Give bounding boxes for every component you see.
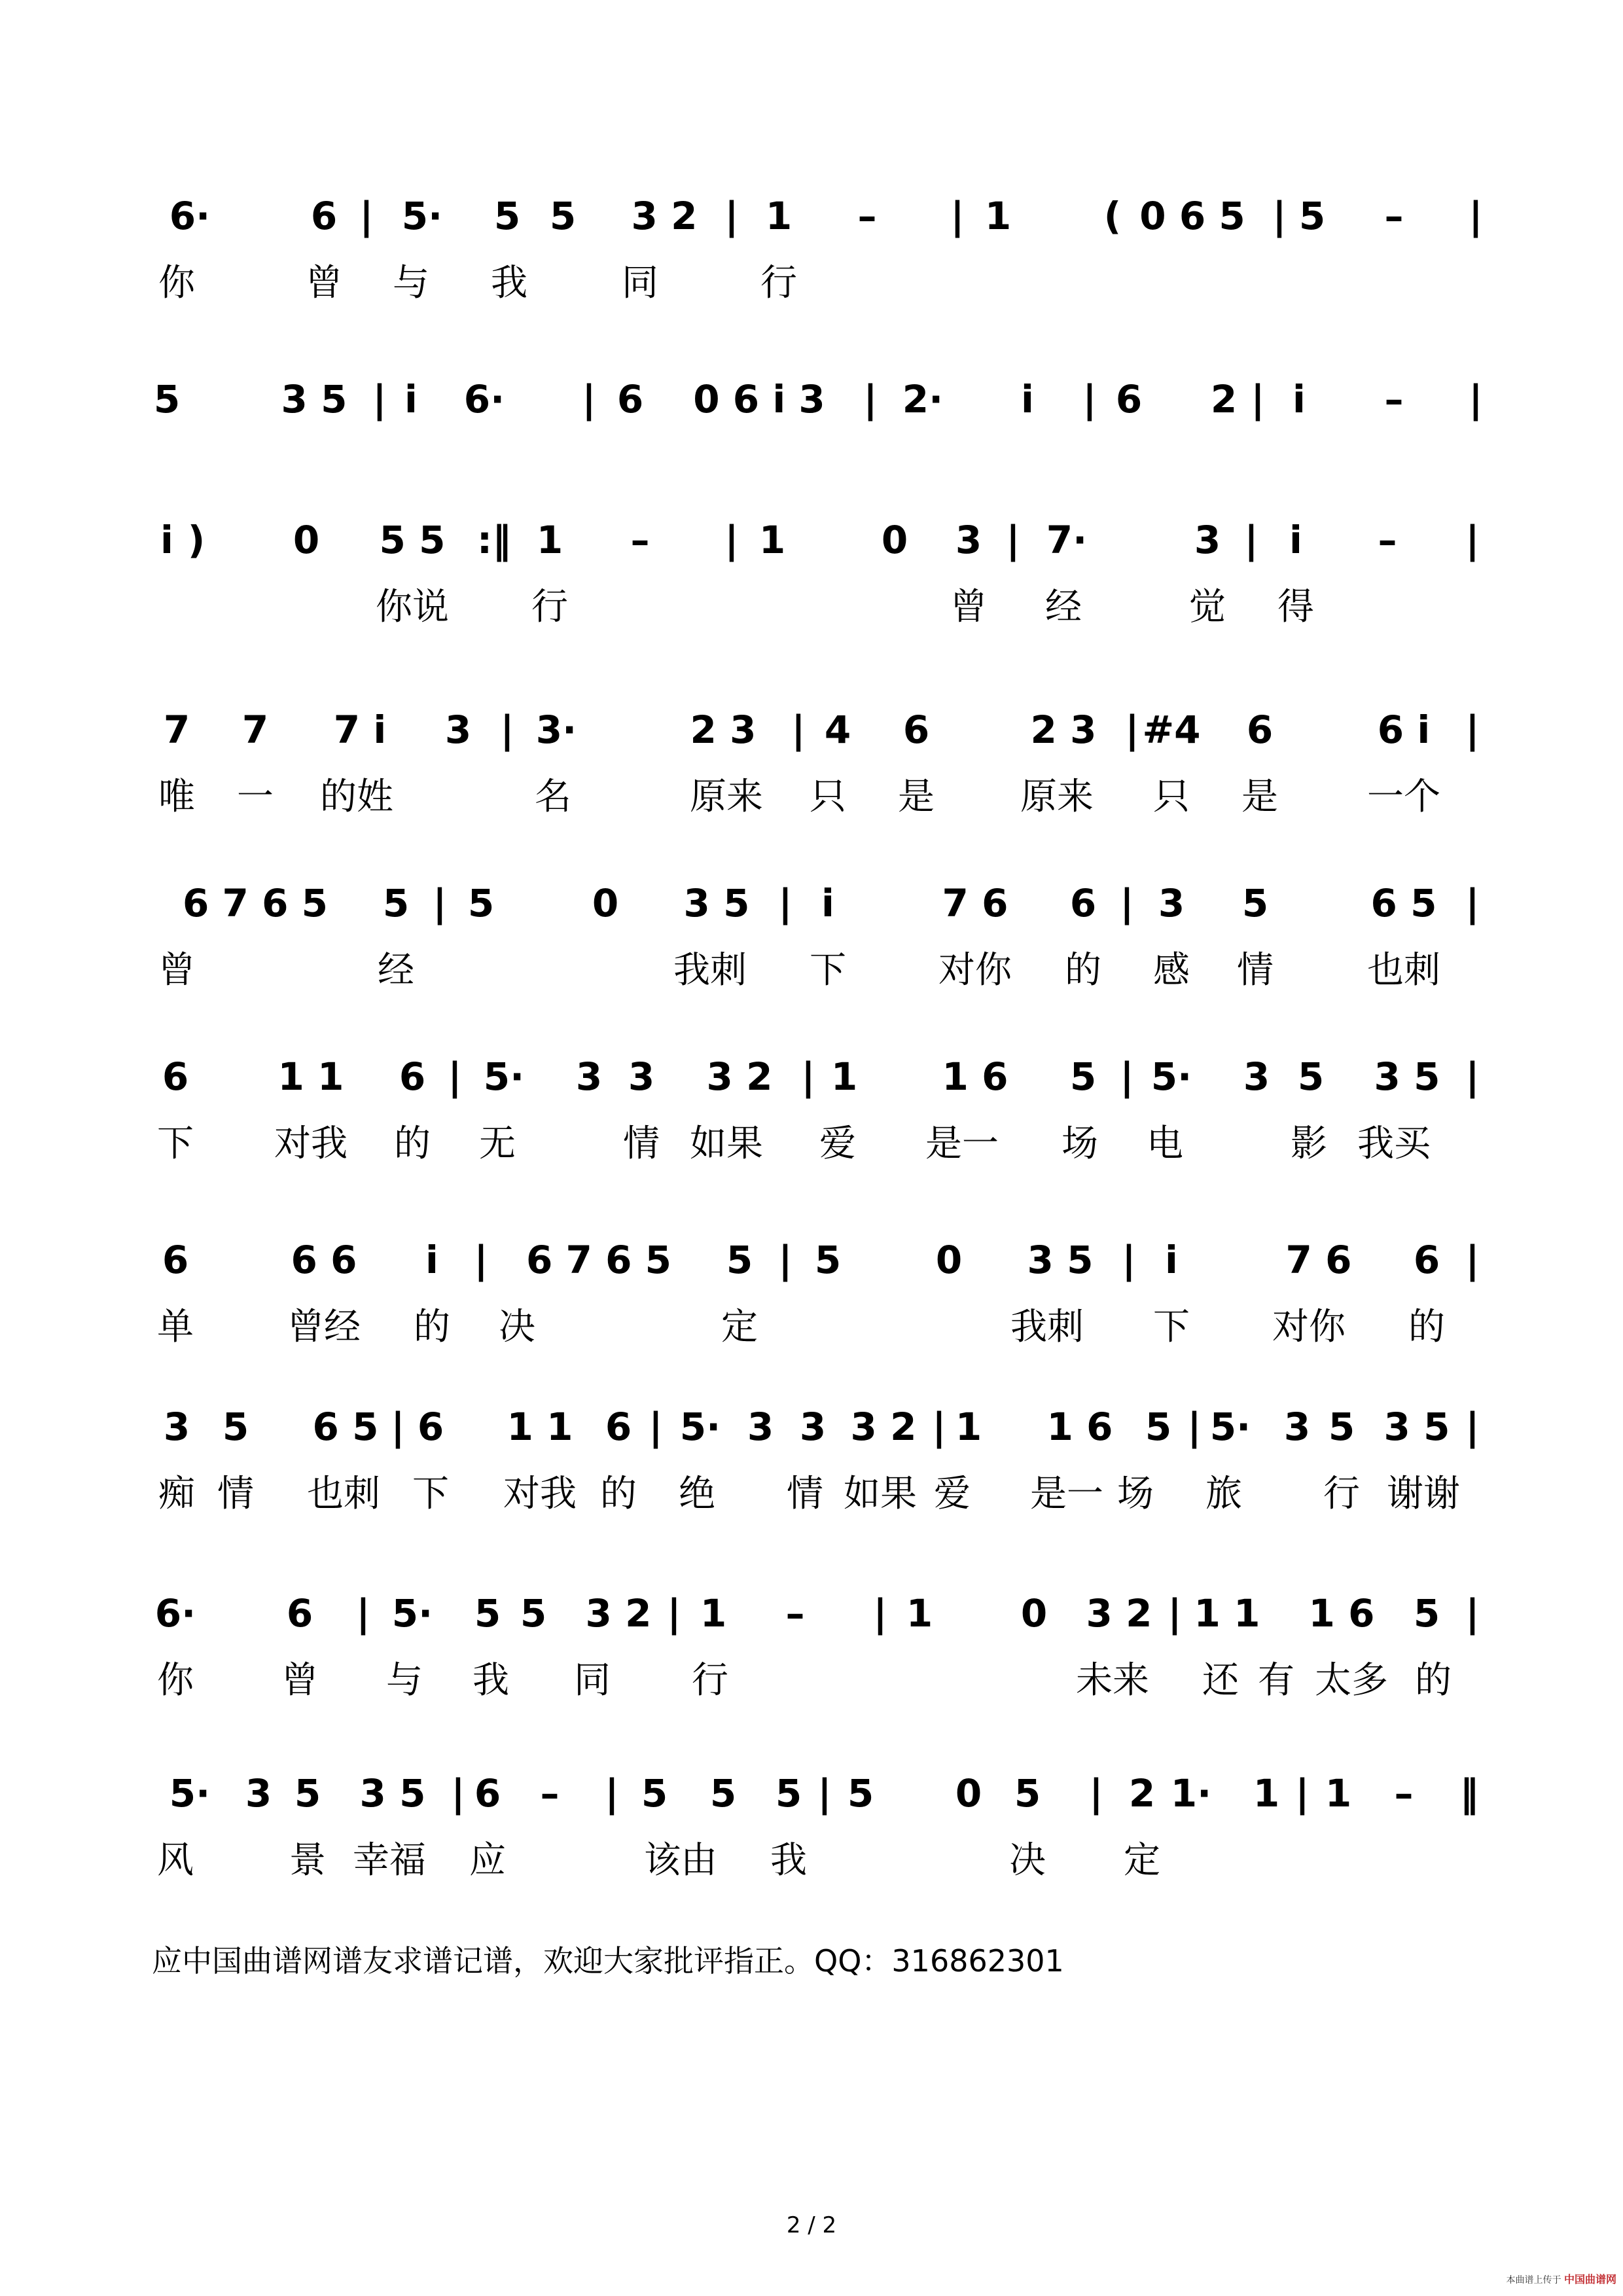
note: 0 — [881, 518, 908, 562]
barline: | — [451, 1771, 465, 1816]
lyric: 经 — [1045, 586, 1082, 628]
notes-row — [0, 190, 1623, 262]
lyric: 行 — [760, 262, 797, 304]
note: 1 — [536, 518, 563, 562]
lyric: 你 — [158, 262, 195, 304]
note: 1 1 — [507, 1405, 573, 1449]
lyric: 爱 — [819, 1122, 856, 1165]
note: 5 — [1328, 1405, 1355, 1449]
lyric: 应 — [469, 1839, 506, 1882]
lyric: 与 — [386, 1659, 423, 1702]
lyric: 决 — [1009, 1839, 1046, 1882]
note: 1· — [1170, 1771, 1212, 1816]
note: 3 — [444, 708, 472, 752]
lyric: 得 — [1277, 586, 1314, 628]
lyric: 原来 — [1020, 776, 1094, 818]
note: 3 5 — [1374, 1054, 1440, 1099]
lyric: 我 — [491, 262, 527, 304]
barline: | — [1120, 1054, 1134, 1099]
lyric: 如果 — [844, 1473, 917, 1515]
lyric: 对我 — [274, 1122, 348, 1165]
lyric: 对我 — [503, 1473, 577, 1515]
note: 5 — [382, 881, 410, 925]
note: ) — [187, 518, 205, 562]
lyric: 也刺 — [1367, 949, 1440, 992]
note: 5 — [493, 194, 521, 238]
note: 5· — [1209, 1405, 1251, 1449]
note: 2 — [1128, 1771, 1156, 1816]
lyric: 情 — [787, 1473, 823, 1515]
notes-row — [0, 1587, 1623, 1659]
lyric: 是一 — [925, 1122, 999, 1165]
lyric: 名 — [535, 776, 571, 818]
lyrics-row — [0, 1121, 1623, 1174]
lyrics-row — [0, 1838, 1623, 1890]
note: 3 — [1243, 1054, 1270, 1099]
barline: | — [1125, 708, 1139, 752]
note: 7 6 — [942, 881, 1008, 925]
barline: | — [863, 377, 878, 422]
lyrics-row — [0, 260, 1623, 313]
barline: | — [778, 1238, 793, 1282]
note: 3 2 — [706, 1054, 773, 1099]
note: 6 — [605, 1405, 632, 1449]
note: 3 — [799, 1405, 827, 1449]
note: 6· — [154, 1591, 196, 1636]
note: 7· — [1046, 518, 1088, 562]
note: 5· — [401, 194, 443, 238]
lyric: 太多 — [1315, 1659, 1388, 1702]
lyric: 你 — [157, 1659, 194, 1702]
note: 3 2 — [1086, 1591, 1152, 1636]
barline: | — [1465, 708, 1480, 752]
lyric: 下 — [412, 1473, 449, 1515]
lyric: 曾 — [306, 262, 342, 304]
lyric: 我买 — [1357, 1122, 1431, 1165]
lyric: 该由 — [644, 1839, 717, 1882]
lyric: 与 — [393, 262, 429, 304]
lyric: 情 — [1237, 949, 1274, 992]
note: 6 — [1115, 377, 1143, 422]
note: 6 — [474, 1771, 501, 1816]
lyrics-row — [0, 1658, 1623, 1710]
lyric: 无 — [479, 1122, 516, 1165]
note: 6· — [169, 194, 211, 238]
note: – — [857, 194, 877, 238]
barline: | — [1469, 377, 1483, 422]
note: i — [1021, 377, 1034, 422]
barline: | — [500, 708, 514, 752]
note: 5· — [169, 1771, 211, 1816]
notes-row — [0, 1767, 1623, 1839]
note: 5 — [726, 1238, 753, 1282]
barline: | — [667, 1591, 681, 1636]
note: 3 — [575, 1054, 603, 1099]
note: 6· — [463, 377, 505, 422]
lyrics-row — [0, 584, 1623, 637]
note: 4 — [824, 708, 851, 752]
note: 5 — [467, 881, 495, 925]
lyric: 对你 — [1272, 1306, 1346, 1348]
note: 5 — [222, 1405, 249, 1449]
lyric: 同 — [622, 262, 658, 304]
note: 5 — [1413, 1591, 1440, 1636]
note: 5 — [709, 1771, 737, 1816]
barline: | — [1465, 1591, 1480, 1636]
note: 5· — [391, 1591, 433, 1636]
barline: | — [817, 1771, 832, 1816]
repeat-end: :‖ — [476, 518, 512, 562]
note: 1 — [758, 518, 786, 562]
lyric: 单 — [157, 1306, 194, 1348]
barline: | — [1465, 1238, 1480, 1282]
lyric: 是一 — [1030, 1473, 1103, 1515]
note: i — [1293, 377, 1306, 422]
lyric: 电 — [1147, 1122, 1183, 1165]
note: 6 7 6 5 — [182, 881, 329, 925]
note: 3 2 — [850, 1405, 917, 1449]
note: 1 — [830, 1054, 858, 1099]
note: i — [404, 377, 418, 422]
note: 6 — [417, 1405, 444, 1449]
note: i — [160, 518, 173, 562]
lyric: 爱 — [934, 1473, 971, 1515]
note: 5 — [294, 1771, 321, 1816]
note: 3 — [1194, 518, 1221, 562]
note: 5 — [1297, 1054, 1325, 1099]
barline: | — [1465, 881, 1480, 925]
note: 3 — [163, 1405, 190, 1449]
note: 5 — [814, 1238, 842, 1282]
notes-row — [0, 1050, 1623, 1122]
note: 5 — [474, 1591, 501, 1636]
note: i — [1165, 1238, 1178, 1282]
lyric: 行 — [531, 586, 568, 628]
note: 6 — [162, 1054, 189, 1099]
note: 3 5 — [1383, 1405, 1450, 1449]
barline: | — [724, 194, 739, 238]
note: 0 — [1020, 1591, 1048, 1636]
lyric: 一个 — [1367, 776, 1440, 818]
note: 6 5 — [1370, 881, 1437, 925]
note: 5 — [153, 377, 181, 422]
barline: | — [873, 1591, 887, 1636]
note: 5 — [1069, 1054, 1097, 1099]
note: – — [630, 518, 650, 562]
note: 5· — [679, 1405, 721, 1449]
barline: | — [778, 881, 793, 925]
note: 3 — [955, 518, 982, 562]
lyric: 情 — [217, 1473, 254, 1515]
note: 3 — [1283, 1405, 1311, 1449]
barline: | — [1465, 518, 1480, 562]
note: 3 — [245, 1771, 272, 1816]
note: 5 — [1298, 194, 1326, 238]
lyric: 场 — [1117, 1473, 1154, 1515]
note: 1 6 — [1308, 1591, 1375, 1636]
lyric: 原来 — [690, 776, 763, 818]
lyric: 是 — [898, 776, 935, 818]
note: 5· — [1150, 1054, 1192, 1099]
note: 3· — [535, 708, 577, 752]
note: 2 — [1210, 377, 1238, 422]
watermark-prefix: 本曲谱上传于 — [1506, 2275, 1561, 2286]
note: 1 1 — [1194, 1591, 1260, 1636]
note: – — [1384, 377, 1404, 422]
lyric: 唯 — [158, 776, 195, 818]
lyric: 是 — [1241, 776, 1278, 818]
note: – — [1378, 518, 1397, 562]
barline: | — [1469, 194, 1483, 238]
lyric: 经 — [378, 949, 414, 992]
lyric: 定 — [1124, 1839, 1160, 1882]
note: 1 — [1253, 1771, 1280, 1816]
lyric: 曾 — [950, 586, 987, 628]
note: 2 3 — [690, 708, 757, 752]
barline: | — [1251, 377, 1265, 422]
note: 3 2 — [631, 194, 698, 238]
note: 1 6 — [1046, 1405, 1113, 1449]
note: 0 — [955, 1771, 982, 1816]
note: 5 — [641, 1771, 668, 1816]
note: 7 6 — [1285, 1238, 1352, 1282]
note: 1 — [984, 194, 1012, 238]
lyric: 如果 — [690, 1122, 763, 1165]
note: 5 — [549, 194, 577, 238]
note: – — [1384, 194, 1404, 238]
barline: | — [1006, 518, 1020, 562]
lyric: 曾经 — [287, 1306, 361, 1348]
lyric: 还 — [1202, 1659, 1239, 1702]
lyric: 我刺 — [1010, 1306, 1084, 1348]
note: 3 — [747, 1405, 774, 1449]
lyrics-row — [0, 444, 1623, 496]
lyric: 我 — [770, 1839, 807, 1882]
barline: | — [474, 1238, 488, 1282]
note: 0 — [592, 881, 619, 925]
lyric: 只 — [810, 776, 846, 818]
notes-row — [0, 877, 1623, 949]
note: – — [540, 1771, 560, 1816]
note: 5 — [1241, 881, 1269, 925]
footer-note: 应中国曲谱网谱友求谱记谱，欢迎大家批评指正。QQ：316862301 — [152, 1943, 1064, 1979]
lyric: 只 — [1153, 776, 1190, 818]
lyric: 下 — [157, 1122, 194, 1165]
lyrics-row — [0, 1471, 1623, 1524]
note: 2· — [902, 377, 944, 422]
note: 1 — [700, 1591, 727, 1636]
note: 0 — [293, 518, 320, 562]
barline: | — [791, 708, 806, 752]
final-barline: ‖ — [1459, 1771, 1479, 1816]
note: 0 6 5 — [1139, 194, 1245, 238]
note: 3 — [628, 1054, 655, 1099]
barline: | — [582, 377, 596, 422]
lyric: 情 — [623, 1122, 660, 1165]
barline: | — [1120, 881, 1134, 925]
note: #4 — [1142, 708, 1201, 752]
lyric: 下 — [1153, 1306, 1190, 1348]
note: ( — [1103, 194, 1122, 238]
lyric: 谢谢 — [1387, 1473, 1460, 1515]
note: 3 2 — [585, 1591, 652, 1636]
lyric: 对你 — [938, 949, 1012, 992]
barline: | — [356, 1591, 370, 1636]
note: i — [1289, 518, 1302, 562]
lyric: 我 — [473, 1659, 509, 1702]
note: 6 6 — [291, 1238, 357, 1282]
lyric: 的 — [1415, 1659, 1452, 1702]
lyric: 痴 — [158, 1473, 195, 1515]
barline: | — [724, 518, 739, 562]
note: 6 — [1246, 708, 1274, 752]
barline: | — [448, 1054, 462, 1099]
lyric: 幸福 — [353, 1839, 426, 1882]
note: 0 6 i 3 — [693, 377, 825, 422]
note: 0 — [935, 1238, 963, 1282]
lyric: 行 — [692, 1659, 728, 1702]
note: 3 5 — [281, 377, 348, 422]
lyric: 景 — [289, 1839, 326, 1882]
lyric: 旅 — [1205, 1473, 1242, 1515]
note: – — [1394, 1771, 1414, 1816]
lyric: 的 — [414, 1306, 450, 1348]
note: 5 — [1014, 1771, 1041, 1816]
notes-row — [0, 514, 1623, 586]
barline: | — [1465, 1054, 1480, 1099]
note: 1 6 — [942, 1054, 1008, 1099]
note: 5 — [1145, 1405, 1172, 1449]
notes-row — [0, 1234, 1623, 1306]
note: 3 5 — [1027, 1238, 1094, 1282]
lyric: 有 — [1258, 1659, 1294, 1702]
note: 5 — [520, 1591, 547, 1636]
note: 6 — [399, 1054, 426, 1099]
notes-row — [0, 1401, 1623, 1473]
site-watermark — [1427, 2271, 1616, 2286]
barline: | — [1295, 1771, 1310, 1816]
barline: | — [372, 377, 387, 422]
note: 7 — [241, 708, 269, 752]
note: 2 3 — [1030, 708, 1097, 752]
note: 6 — [286, 1591, 313, 1636]
barline: | — [1082, 377, 1097, 422]
note: 1 — [906, 1591, 933, 1636]
note: 6 5 — [312, 1405, 379, 1449]
lyric: 一 — [237, 776, 274, 818]
barline: | — [1122, 1238, 1136, 1282]
note: 6 7 6 5 — [526, 1238, 672, 1282]
barline: | — [801, 1054, 815, 1099]
note: 6 — [310, 194, 338, 238]
lyric: 同 — [574, 1659, 611, 1702]
lyric: 的 — [1408, 1306, 1445, 1348]
barline: | — [605, 1771, 619, 1816]
barline: | — [950, 194, 965, 238]
note: – — [785, 1591, 805, 1636]
note: 5 — [775, 1771, 802, 1816]
note: i — [821, 881, 834, 925]
barline: | — [1465, 1405, 1480, 1449]
lyrics-row — [0, 1304, 1623, 1357]
lyric: 感 — [1153, 949, 1190, 992]
note: 6 — [162, 1238, 189, 1282]
barline: | — [1187, 1405, 1202, 1449]
barline: | — [649, 1405, 663, 1449]
note: 1 — [955, 1405, 982, 1449]
barline: | — [433, 881, 447, 925]
note: 6 i — [1377, 708, 1431, 752]
note: 6 — [1413, 1238, 1440, 1282]
note: 1 — [765, 194, 793, 238]
barline: | — [1089, 1771, 1103, 1816]
lyrics-row — [0, 774, 1623, 827]
lyric: 绝 — [679, 1473, 715, 1515]
note: 1 — [1325, 1771, 1352, 1816]
note: 3 5 — [359, 1771, 426, 1816]
lyric: 觉 — [1189, 586, 1226, 628]
lyric: 曾 — [281, 1659, 318, 1702]
lyric: 下 — [810, 949, 846, 992]
notes-row — [0, 373, 1623, 445]
lyric: 影 — [1291, 1122, 1327, 1165]
barline: | — [1168, 1591, 1182, 1636]
note: 7 — [163, 708, 190, 752]
barline: | — [1244, 518, 1258, 562]
lyric: 定 — [721, 1306, 758, 1348]
note: i — [425, 1238, 438, 1282]
note: 5· — [483, 1054, 525, 1099]
lyric: 曾 — [158, 949, 195, 992]
watermark-site-name: 中国曲谱网 — [1563, 2273, 1616, 2286]
lyric: 你说 — [376, 586, 449, 628]
lyric: 的姓 — [320, 776, 393, 818]
note: 6 — [616, 377, 644, 422]
note: 5 — [847, 1771, 874, 1816]
barline: | — [1272, 194, 1287, 238]
note: 3 5 — [683, 881, 750, 925]
lyrics-row — [0, 948, 1623, 1000]
note: 6 — [1069, 881, 1097, 925]
lyric: 行 — [1323, 1473, 1360, 1515]
barline: | — [391, 1405, 405, 1449]
note: 6 — [902, 708, 930, 752]
note: 3 — [1158, 881, 1185, 925]
lyric: 风 — [157, 1839, 194, 1882]
lyric: 决 — [499, 1306, 535, 1348]
note: 1 1 — [277, 1054, 344, 1099]
note: 7 i — [333, 708, 387, 752]
barline: | — [359, 194, 374, 238]
lyric: 也刺 — [307, 1473, 380, 1515]
lyric: 我刺 — [673, 949, 747, 992]
page-number: 2 / 2 — [786, 2212, 837, 2238]
notes-row — [0, 704, 1623, 776]
lyric: 的 — [394, 1122, 431, 1165]
lyric: 未来 — [1076, 1659, 1149, 1702]
lyric: 场 — [1061, 1122, 1098, 1165]
lyric: 的 — [600, 1473, 637, 1515]
note: 5 5 — [379, 518, 446, 562]
lyric: 的 — [1065, 949, 1101, 992]
barline: | — [932, 1405, 946, 1449]
